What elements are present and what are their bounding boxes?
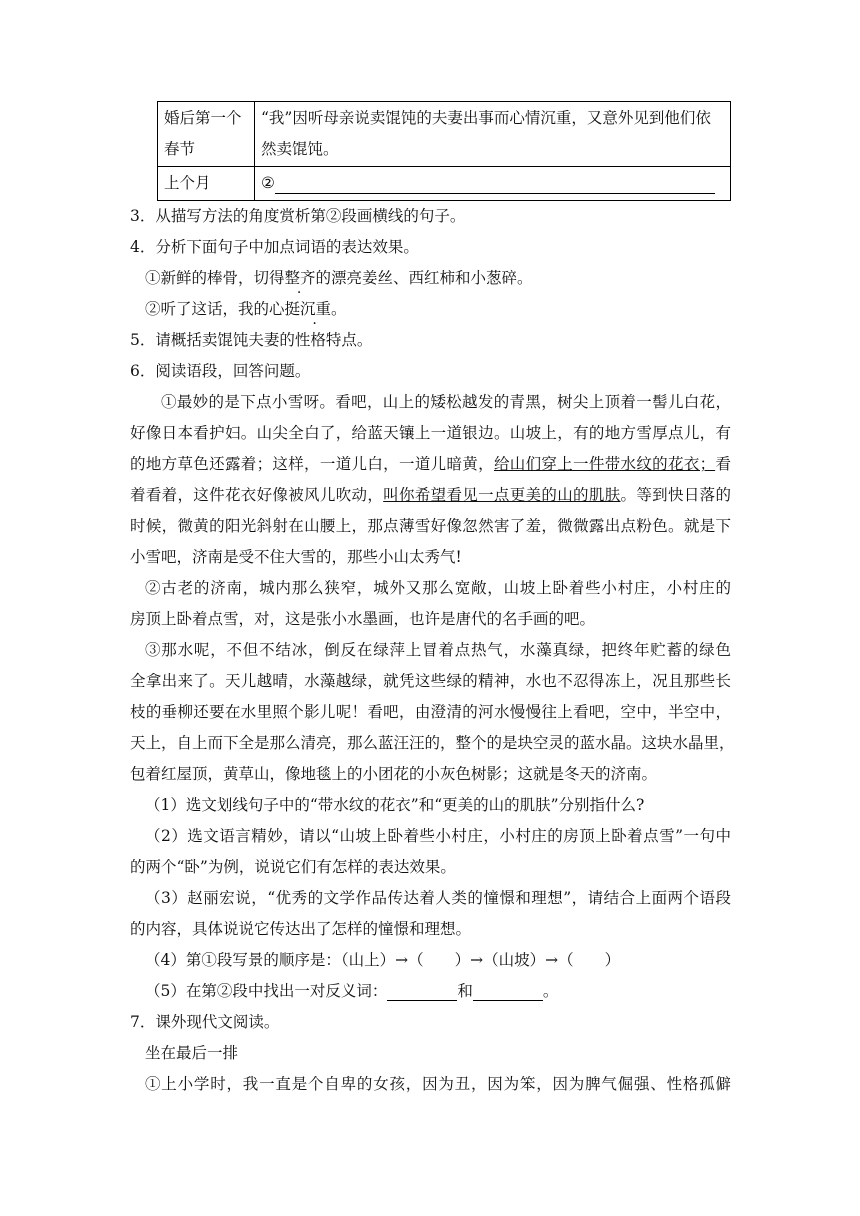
passage-line: 时候，微黄的阳光斜射在山腰上，那点薄雪好像忽然害了羞，微微露出点粉色。就是下 [130, 517, 731, 535]
question-4-item-2 [145, 299, 745, 319]
passage-text: 的地方草色还露着；这样，一道儿白，一道儿暗黄， [130, 455, 494, 473]
subquestion-3: （3）赵丽宏说，“优秀的文学作品传达着人类的憧憬和理想”，请结合上面两个语段 [145, 889, 731, 907]
passage-line [130, 454, 731, 474]
passage-line: 好像日本看护妇。山尖全白了，给蓝天镶上一道银边。山坡上，有的地方雪厚点儿，有 [130, 424, 731, 442]
passage-line: 枝的垂柳还要在水里照个影儿呢！看吧，由澄清的河水慢慢往上看吧，空中，半空中， [130, 703, 731, 721]
table-cell-time: 上个月 [158, 167, 255, 201]
subquestion-2-cont: 的两个“卧”为例，说说它们有怎样的表达效果。 [130, 858, 456, 876]
underlined-sentence: 给山们穿上一件带水纹的花衣； [493, 455, 716, 473]
underlined-sentence: 叫你希望看见一点更美的山的肌肤 [383, 486, 621, 504]
table-row [158, 167, 731, 201]
table-cell-event: “我”因听母亲说卖馄饨的夫妻出事而心情沉重，又意外见到他们依然卖馄饨。 [255, 102, 731, 167]
table-cell-event-blank [255, 167, 731, 201]
subquestion-4: （4）第①段写景的顺序是：（山上）→（ ）→（山坡）→（ ） [145, 951, 621, 969]
subquestion-text: 。 [542, 982, 559, 1000]
question-6: 6．阅读语段，回答问题。 [130, 362, 311, 380]
article-title: 坐在最后一排 [145, 1044, 239, 1062]
answer-blank[interactable] [473, 984, 543, 1001]
answer-line[interactable] [275, 175, 715, 194]
subquestion-text: （5）在第②段中找出一对反义词： [145, 982, 388, 1000]
passage-line [130, 485, 731, 505]
question-5: 5．请概括卖馄饨夫妻的性格特点。 [130, 331, 373, 349]
table-row [158, 102, 731, 167]
question-3: 3．从描写方法的角度赏析第②段画横线的句子。 [130, 207, 466, 225]
question-7: 7．课外现代文阅读。 [130, 1013, 280, 1031]
question-4: 4．分析下面句子中加点词语的表达效果。 [130, 238, 419, 256]
subquestion-1: （1）选文划线句子中的“带水纹的花衣”和“更美的山的肌肤”分别指什么? [145, 796, 645, 814]
passage-line: ③那水呢，不但不结冰，倒反在绿萍上冒着点热气，水藻真绿，把终年贮蓄的绿色 [145, 641, 731, 659]
passage-line: 包着红屋顶，黄草山，像地毯上的小团花的小灰色树影；这就是冬天的济南。 [130, 765, 658, 783]
passage-text: 着看着，这件花衣好像被风儿吹动， [130, 486, 384, 504]
item-text: 。 [331, 300, 347, 318]
dotted-word: 沉重 [300, 300, 332, 318]
subquestion-3-cont: 的内容，具体说说它传达出了怎样的憧憬和理想。 [130, 920, 472, 938]
events-table [157, 101, 731, 201]
answer-blank[interactable] [387, 984, 457, 1001]
dotted-word: 整齐 [284, 269, 316, 287]
item-text: ②听了这话，我的心挺 [145, 300, 301, 318]
passage-line: ①最妙的是下点小雪呀。看吧，山上的矮松越发的青黑，树尖上顶着一髻儿白花， [161, 393, 731, 411]
passage-line: 全拿出来了。天儿越晴，水藻越绿，就凭这些绿的精神，水也不忍得冻上，况且那些长 [130, 672, 731, 690]
answer-marker: ② [261, 174, 275, 192]
passage-line: 天上，自上而下全是那么清亮，那么蓝汪汪的，整个的是块空灵的蓝水晶。这块水晶里， [130, 734, 735, 752]
passage-line: 小雪吧，济南是受不住大雪的，那些小山太秀气! [130, 548, 462, 566]
passage-line: ②古老的济南，城内那么狭窄，城外又那么宽敞，山坡上卧着些小村庄，小村庄的 [145, 579, 731, 597]
subquestion-5 [145, 981, 745, 1001]
subquestion-2: （2）选文语言精妙，请以“山坡上卧着些小村庄，小村庄的房顶上卧着点雪”一句中 [145, 827, 731, 845]
subquestion-text: 和 [457, 982, 473, 1000]
passage-text: 看 [715, 455, 731, 473]
item-text: 的漂亮姜丝、西红柿和小葱碎。 [315, 269, 533, 287]
passage-line: 房顶上卧着点雪，对，这是张小水墨画，也许是唐代的名手画的吧。 [130, 610, 596, 628]
question-4-item-1 [145, 268, 745, 288]
item-text: ①新鲜的棒骨，切得 [145, 269, 285, 287]
passage-line: ①上小学时，我一直是个自卑的女孩，因为丑，因为笨，因为脾气倔强、性格孤僻 [145, 1075, 731, 1093]
table-cell-time: 婚后第一个春节 [158, 102, 255, 167]
passage-text: 。等到快日落的 [620, 486, 731, 504]
